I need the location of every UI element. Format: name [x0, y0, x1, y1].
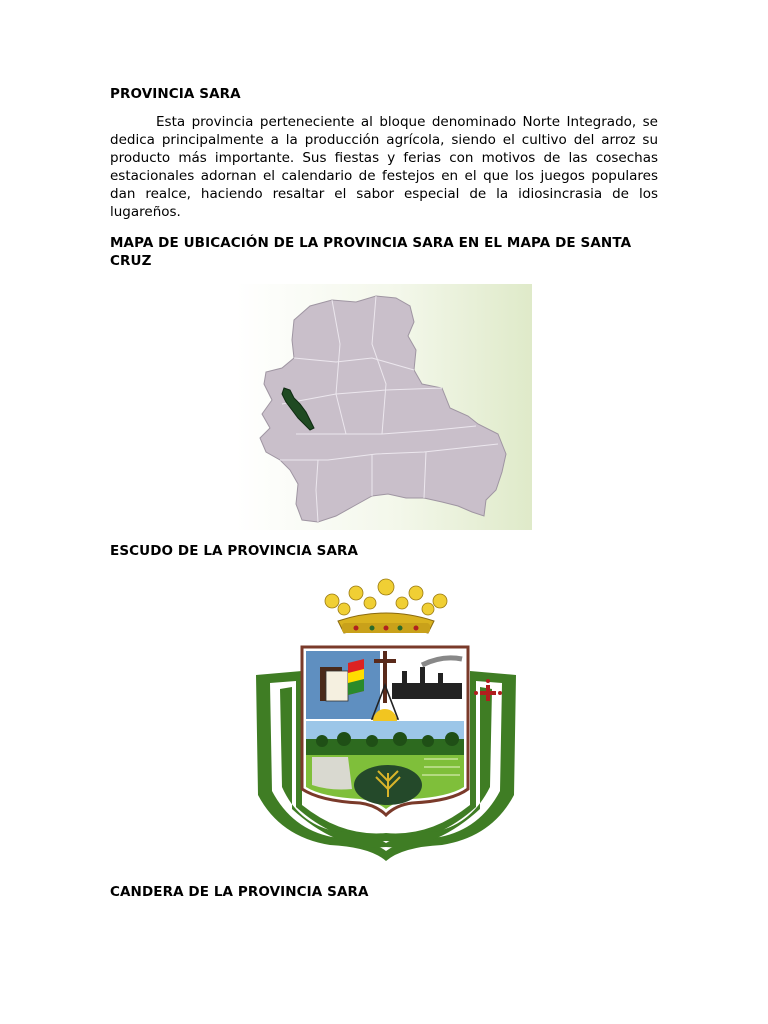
crown-emblem [325, 579, 447, 633]
provincial-coat-of-arms-image [252, 575, 520, 861]
intro-paragraph [110, 113, 658, 221]
paragraph-text: Esta provincia perteneciente al bloque denominado Norte Integrado, se dedica principalmente a la producción agrícola, siendo el cultivo del arroz su producto más importante. Sus fiestas y ferias con motivos de las cosechas estacionales adornan el calendario de festejos en el que los juegos populares dan realce, haciendo resaltar el sabor especial de la idiosincrasia de los lugareños. [110, 114, 658, 220]
heading-candera: CANDERA DE LA PROVINCIA SARA [110, 884, 369, 900]
heading-map: MAPA DE UBICACIÓN DE LA PROVINCIA SARA EN EL MAPA DE SANTA CRUZ [110, 235, 632, 269]
santa-cruz-map-image [236, 284, 532, 530]
heading-provincia-sara: PROVINCIA SARA [110, 86, 241, 102]
heading-escudo: ESCUDO DE LA PROVINCIA SARA [110, 543, 359, 559]
